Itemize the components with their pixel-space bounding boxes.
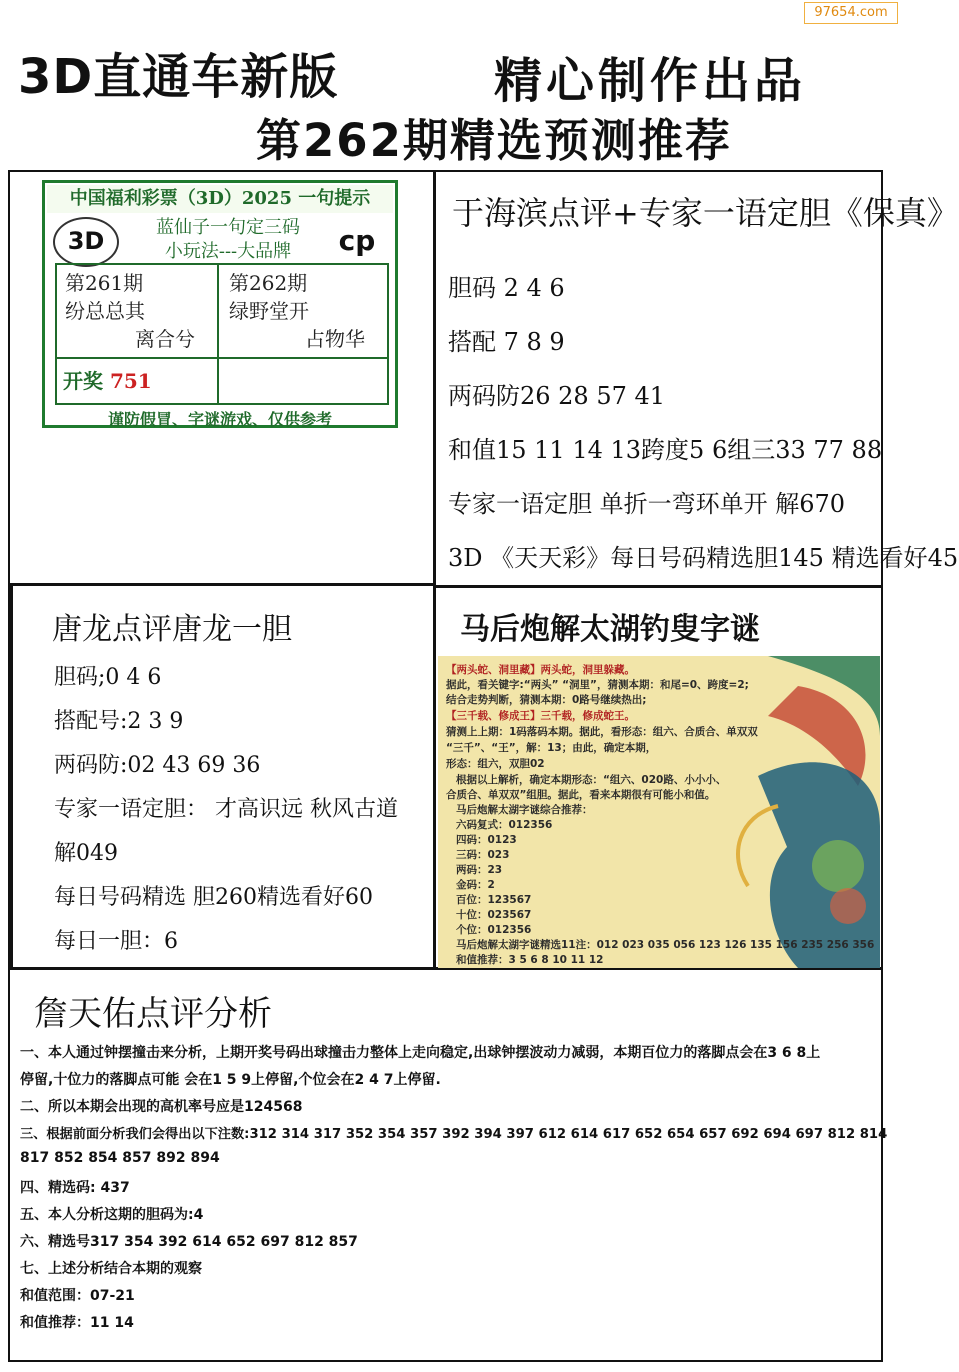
grid-divider-horizontal [57, 357, 387, 359]
riddle-line: 六码复式：012356 [456, 819, 553, 831]
analysis-line: 和值范围：07-21 [20, 1288, 135, 1304]
prev-hint-line2: 离合兮 [135, 327, 195, 351]
site-watermark: 97654.com [804, 2, 898, 24]
tanglong-line: 搭配号:2 3 9 [54, 709, 184, 734]
riddle-line: 两码：23 [456, 864, 503, 876]
tanglong-line: 每日一胆：6 [54, 929, 178, 954]
tanglong-panel-title: 唐龙点评唐龙一胆 [52, 612, 292, 647]
3d-logo-icon: 3D [53, 217, 119, 267]
card-footer: 谨防假冒、字谜游戏、仅供参考 [107, 410, 332, 429]
divider-left-top [10, 583, 434, 586]
welfare-lottery-logo-icon: cp [338, 224, 376, 257]
tanglong-line: 专家一语定胆： 才高识远 秋风古道 [54, 797, 398, 822]
expert-line: 两码防26 28 57 41 [448, 382, 666, 410]
tanglong-line: 两码防:02 43 69 36 [54, 753, 261, 778]
page-title-left: 3D直通车新版 [18, 49, 339, 105]
divider-middle-vertical [433, 586, 436, 970]
riddle-line: 个位：012356 [456, 924, 532, 936]
divider-top-vertical [433, 172, 436, 586]
analysis-line: 二、所以本期会出现的高机率号应是124568 [20, 1099, 303, 1115]
cur-hint-line2: 占物华 [305, 327, 365, 351]
cur-period-label: 第262期 [229, 271, 308, 295]
analysis-line: 一、本人通过钟摆撞击来分析，上期开奖号码出球撞击力整体上走向稳定,出球钟摆波动力减弱，本期百位力的落脚点会在3 6 8上 [20, 1045, 821, 1061]
expert-line: 专家一语定胆 单折一弯环单开 解670 [448, 490, 846, 518]
riddle-panel [438, 656, 880, 968]
analysis-panel-title: 詹天佑点评分析 [34, 994, 272, 1034]
riddle-line: 马后炮解太湖字谜综合推荐： [456, 804, 593, 816]
lottery-hint-card [42, 180, 398, 428]
expert-panel-title: 于海滨点评+专家一语定胆《保真》 [452, 194, 959, 232]
analysis-line: 七、上述分析结合本期的观察 [20, 1261, 202, 1277]
riddle-line: 百位：123567 [456, 894, 532, 906]
analysis-line: 和值推荐：11 14 [20, 1315, 134, 1331]
riddle-line: 形态：组六，双胆02 [446, 758, 545, 770]
riddle-line: 三码：023 [456, 849, 510, 861]
riddle-line: “三千”、“王”，解：13；由此，确定本期， [446, 742, 657, 754]
analysis-line: 817 852 854 857 892 894 [20, 1150, 220, 1166]
riddle-line: 猜测上上期：1码落码本期。据此，看形态：组六、合质合、单双双 [446, 726, 758, 738]
card-subtitle: 蓝仙子一句定三码 [156, 217, 300, 238]
expert-line: 搭配 7 8 9 [448, 328, 565, 356]
card-header: 中国福利彩票（3D）2025 一句提示 [47, 185, 393, 213]
riddle-line: 马后炮解太湖字谜精选11注：012 023 035 056 123 126 135 156 235 256 356 [456, 939, 875, 951]
card-slogan: 小玩法---大品牌 [164, 241, 292, 262]
page-title-right: 精心制作出品 [494, 53, 807, 109]
riddle-line: 结合走势判断，猜测本期：0路号继续热出; [446, 694, 647, 706]
analysis-line: 六、精选号317 354 392 614 652 697 812 857 [20, 1234, 358, 1250]
divider-left-edge [10, 586, 13, 970]
riddle-line: 合质合、单双双”组胆。据此，看来本期很有可能小和值。 [446, 789, 716, 801]
tanglong-line: 每日号码精选 胆260精选看好60 [54, 885, 373, 910]
prev-hint-line1: 纷总总其 [65, 299, 145, 323]
analysis-line: 四、精选码: 437 [20, 1180, 130, 1196]
riddle-line: 根据以上解析，确定本期形态：“组六、020路、小小小、 [456, 774, 727, 786]
tanglong-line: 解049 [54, 841, 118, 866]
expert-line: 胆码 2 4 6 [448, 274, 565, 302]
period-grid [55, 263, 389, 405]
riddle-line: 金码：2 [456, 879, 495, 891]
expert-line: 和值15 11 14 13跨度5 6组三33 77 88 [448, 436, 883, 464]
riddle-line: 和值推荐：3 5 6 8 10 11 12 [456, 954, 604, 966]
riddle-line: 据此，看关键字:“两头” “洞里”，猜测本期：和尾=0、跨度=2; [446, 679, 749, 691]
cur-hint-line1: 绿野堂开 [229, 299, 309, 323]
grid-divider-vertical [217, 265, 219, 403]
riddle-line: 十位：023567 [456, 909, 532, 921]
riddle-line: 【三千载、修成王】三千载，修成蛇王。 [446, 710, 635, 722]
riddle-line: 四码：0123 [456, 834, 517, 846]
riddle-panel-title: 马后炮解太湖钓叟字谜 [460, 612, 760, 647]
riddle-line: 【两头蛇、洞里藏】两头蛇，洞里躲藏。 [446, 664, 635, 676]
expert-line: 3D 《天天彩》每日号码精选胆145 精选看好45 [448, 544, 959, 572]
draw-result: 开奖 751 [63, 369, 152, 393]
analysis-line: 五、本人分析这期的胆码为:4 [20, 1207, 204, 1223]
divider-right-top [433, 585, 881, 588]
prev-period-label: 第261期 [65, 271, 144, 295]
analysis-line: 停留,十位力的落脚点可能 会在1 5 9上停留,个位会在2 4 7上停留. [20, 1072, 441, 1088]
page-subtitle: 第262期精选预测推荐 [256, 114, 732, 167]
tanglong-line: 胆码;0 4 6 [54, 665, 162, 690]
analysis-line: 三、根据前面分析我们会得出以下注数:312 314 317 352 354 357 392 394 397 612 614 617 652 654 657 692 694 697 812 814 [20, 1127, 888, 1142]
